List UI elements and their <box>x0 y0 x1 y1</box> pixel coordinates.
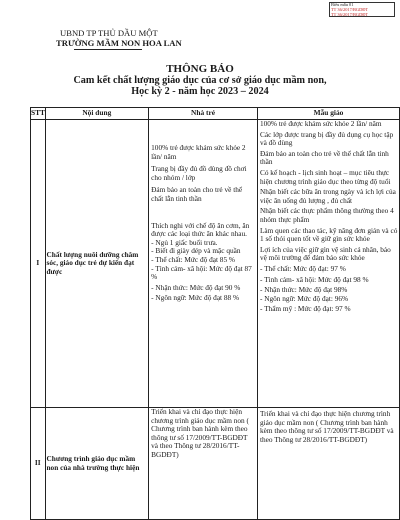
list-item: Trang bị đầy đủ đồ dùng đồ chơi cho nhóm / lớp <box>151 164 247 182</box>
list-item: Triển khai và chỉ đạo thực hiện chương trình giáo dục mầm non ( Chương trình ban hành kèm theo thông tư số 17/2009/TT-BGDĐT và theo Thông tư 28/2016/TT-BGDĐT) <box>259 409 394 444</box>
list-item: - Ngủ 1 giấc buổi trưa. <box>151 237 218 247</box>
form-code-line: TT 36/2017/BGDĐT <box>331 7 369 12</box>
form-code-box <box>329 2 395 17</box>
list-item: Nhận biết các bữa ăn trong ngày và ích lợi của việc ăn uống đủ lượng , đủ chất <box>259 187 396 205</box>
mau-giao-cell <box>257 120 399 408</box>
row-number: I <box>31 120 46 408</box>
list-item: - Tình cảm- xã hội: Mức độ đạt 98 % <box>259 274 369 284</box>
list-item: - Ngôn ngữ: Mức độ đạt 88 % <box>151 293 240 303</box>
mau-giao-cell <box>257 408 399 520</box>
list-item: - Ngôn ngữ: Mức độ đạt: 96% <box>259 293 349 303</box>
list-item: - Nhận thức: Mức độ đạt 98% <box>259 285 348 295</box>
table-header-row <box>31 108 400 120</box>
header-stt: STT <box>31 108 46 120</box>
list-item: 100% trẻ được khám sức khỏe 2 lần/ năm <box>151 143 246 161</box>
header-mau-giao: Mẫu giáo <box>257 108 399 120</box>
list-item: Đảm bảo an toàn cho trẻ về thể chất lẫn tinh thần <box>151 185 243 203</box>
list-item: - Thể chất: Mức độ đạt 85 % <box>151 254 236 264</box>
agency-name: UBND TP THỦ DẦU MỘT <box>60 28 158 38</box>
list-item: Các lớp được trang bị đầy đủ dụng cụ học tập và đồ dùng <box>259 129 394 148</box>
header-content: Nội dung <box>45 108 149 120</box>
list-item: - Nhận thức: Mức độ đạt 90 % <box>151 282 241 292</box>
list-item: Đảm bảo an toàn cho trẻ về thể chất lẫn tinh thần <box>259 148 389 167</box>
table-row <box>31 120 400 408</box>
row-content: Chương trình giáo dục mầm non của nhà trường thực hiện <box>45 408 149 520</box>
form-code-line: TT 36/2017/BGDĐT <box>331 12 369 17</box>
list-item: Thích nghi với chế độ ăn cơm, ăn được các loại thức ăn khác nhau. <box>151 220 250 239</box>
list-item: Lợi ích của việc giữ gìn vệ sinh cá nhân, bảo vệ môi trường để đảm bảo sức khỏe <box>259 244 391 263</box>
nha-tre-cell <box>149 408 258 520</box>
document-term: Học kỳ 2 - năm học 2023 – 2024 <box>131 86 269 97</box>
list-item: - Biết đi giày dép và mặc quần <box>151 246 241 256</box>
form-code-line: Biểu mẫu 01 <box>331 3 354 7</box>
row-content: Chất lượng nuôi dưỡng chăm sóc, giáo dục trẻ dự kiến đạt được <box>45 120 149 408</box>
list-item: - Tình cảm- xã hội: Mức độ đạt 87 % <box>151 263 252 282</box>
document-title: THÔNG BÁO <box>166 63 234 75</box>
row-number: II <box>31 408 46 520</box>
list-item: Có kế hoạch - lịch sinh hoạt – mục tiêu thực hiện chương trình giáo dục theo từng độ tuổi <box>259 167 391 186</box>
document-subtitle: Cam kết chất lượng giáo dục của cơ sở giáo dục mầm non, <box>73 75 327 86</box>
list-item: 100% trẻ được khám sức khỏe 2 lần/ năm <box>259 119 382 128</box>
list-item: - Thẩm mỹ : Mức độ đạt: 97 % <box>259 304 351 314</box>
list-item: Làm quen các thao tác, kỹ năng đơn giản và có 1 số thói quen tốt về giữ gìn sức khỏe <box>259 225 398 244</box>
school-name: TRƯỜNG MẦM NON HOA LAN <box>56 38 182 48</box>
list-item: Nhận biết các thực phẩm thông thường theo 4 nhóm thực phẩm <box>259 206 394 224</box>
list-item: - Thể chất: Mức độ đạt: 97 % <box>259 263 346 273</box>
header-underline <box>74 49 142 50</box>
nha-tre-cell <box>149 120 258 408</box>
header-nha-tre: Nhà trẻ <box>149 108 258 120</box>
commitment-table <box>30 107 400 520</box>
list-item: Triển khai và chỉ đạo thực hiện chương trình giáo dục mầm non ( Chương trình ban hành kèm theo thông tư số 17/2009/TT-BGDĐT và theo Thông tư 28/2016/TT-BGDĐT) <box>151 407 249 459</box>
table-row <box>31 408 400 520</box>
